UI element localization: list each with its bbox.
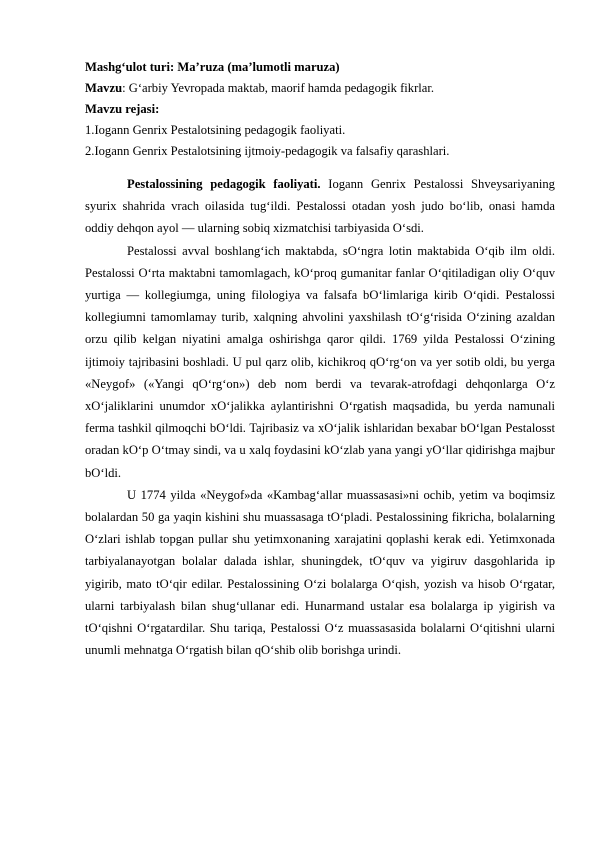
paragraph-1	[85, 173, 555, 240]
section-heading: Pestalossining pedagogik faoliyati.	[127, 177, 321, 191]
lesson-type: Mashg‘ulot turi: Ma’ruza (ma’lumotli maruza)	[85, 60, 340, 74]
topic-label: Mavzu	[85, 81, 123, 95]
paragraph-3: U 1774 yilda «Neygof»da «Kambag‘allar muassasasi»ni ochib, yetim va boqimsiz bolalardan 50 ga yaqin kishini shu muassasaga tO‘pladi. Pestalossining fikricha, bolalarning O‘zlari ishlab topgan pullar shu yetimxonaning xarajatini qoplashi kerak edi. Yetimxonada tarbiyalanayotgan bolalar dalada ishlar, shuningdek, tO‘quv va yigiruv dasgohlarida ip yigirib, mato tO‘qir edilar. Pestalossining O‘zi bolalarga O‘qish, yozish va hisob O‘rgatar, ularni tarbiyalash bilan shug‘ullanar edi. Hunarmand ustalar esa bolalarga ip yigirish va tO‘qishni O‘rgatardilar. Shu tariqa, Pestalossi O‘z muassasasida bolalarni O‘qitishni ularni unumli mehnatga O‘rgatish bilan qO‘shib olib borishga urindi.	[85, 487, 555, 658]
paragraph-1-text: Iogann Genrix Pestalossi Shveysariyaning syurix shahrida vrach oilasida tug‘ildi. Pestalossi otadan yosh judo bo‘lib, onasi hamda oddiy dehqon ayol — ularning sobiq xizmatchisi tarbiyasida O‘sdi.	[85, 177, 555, 236]
paragraph-2: Pestalossi avval boshlang‘ich maktabda, sO‘ngra lotin maktabida O‘qib ilm oldi. Pestalossi O‘rta maktabni tamomlagach, kO‘proq gumanitar fanlar O‘qitiladigan oliy O‘quv yurtiga — kollegiumga, uning filologiya va falsafa bO‘limlariga kirib O‘qidi. Pestalossi kollegiumni tamomlamay turib, xalqning ahvolini yaxshilash tO‘g‘risida O‘zining azaldan orzu qilib kelgan niyatini amalga oshirishga qaror qildi. 1769 yilda Pestalossi O‘zining ijtimoiy tajribasini boshladi. U pul qarz olib, kichikroq qO‘rg‘on va yer sotib oldi, bu yerga «Neygof» («Yangi qO‘rg‘on») deb nom berdi va tevarak-atrofdagi dehqonlarga O‘z xO‘jaliklarini unumdor xO‘jalikka aylantirishni O‘rgatish maqsadida, bu yerda namunali ferma tashkil qilmoqchi bO‘ldi. Tajribasiz va xO‘jalik ishlaridan bexabar bO‘lgan Pestalosst oradan kO‘p O‘tmay sindi, va u xalq foydasini kO‘zlab yana yangi yO‘llar qidirishga majbur bO‘ldi.	[85, 243, 555, 480]
plan-item-2: 2.Iogann Genrix Pestalotsining ijtmoiy-pedagogik va falsafiy qarashlari.	[85, 144, 450, 158]
topic-line	[85, 78, 555, 99]
section-gap	[85, 162, 555, 173]
plan-heading: Mavzu rejasi:	[85, 102, 160, 116]
plan-item-1: 1.Iogann Genrix Pestalotsining pedagogik faoliyati.	[85, 123, 346, 137]
topic-text: : G‘arbiy Yevropada maktab, maorif hamda pedagogik fikrlar.	[122, 81, 435, 95]
